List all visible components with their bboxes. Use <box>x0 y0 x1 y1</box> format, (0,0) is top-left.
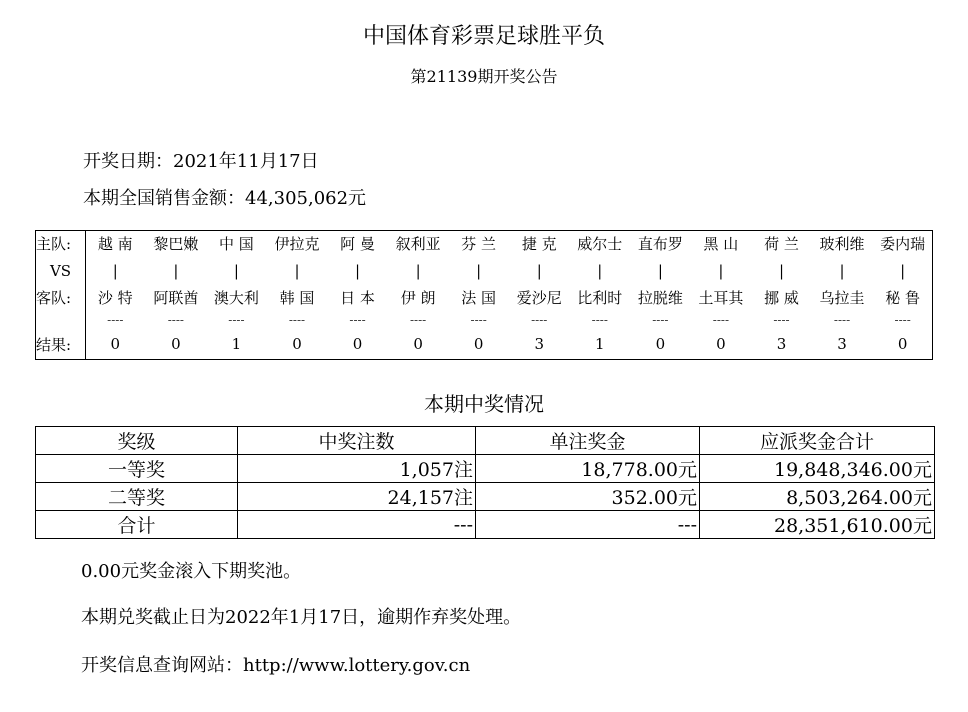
match-vs-mark: | <box>233 261 239 280</box>
dash-row <box>35 311 933 328</box>
match-guest-team: 挪 威 <box>764 289 799 307</box>
sales-amount-value: 44,305,062元 <box>245 188 367 209</box>
match-guest-team: 沙 特 <box>97 289 133 307</box>
prize-row-second <box>36 483 935 511</box>
match-guest-team: 日 本 <box>340 289 375 307</box>
match-vs-mark: | <box>415 261 421 280</box>
match-dash-mark: ---- <box>652 312 669 327</box>
match-guest-team: 拉脱维 <box>637 289 683 307</box>
match-result: 0 <box>413 335 423 353</box>
match-vs-mark: | <box>657 261 663 280</box>
match-vs-mark: | <box>355 261 361 280</box>
match-guest-team: 伊 朗 <box>400 289 436 307</box>
match-host-team: 玻利维 <box>819 235 865 253</box>
issue-subtitle: 第21139期开奖公告 <box>410 67 558 86</box>
dash-spacer <box>35 311 85 328</box>
match-dash-mark: ---- <box>349 312 366 327</box>
match-result: 0 <box>473 335 484 353</box>
prize-row-first <box>36 455 935 483</box>
match-dash-mark: ---- <box>894 312 911 327</box>
match-host-team: 捷 克 <box>521 235 557 253</box>
match-host-team: 黎巴嫩 <box>153 235 199 253</box>
match-vs-mark: | <box>839 261 845 280</box>
match-result: 1 <box>595 335 605 353</box>
prize-section-title: 本期中奖情况 <box>424 392 544 416</box>
vs-row <box>35 257 933 284</box>
match-result: 0 <box>655 335 666 353</box>
prize-total: 19,848,346.00元 <box>700 455 935 483</box>
match-vs-mark: | <box>476 261 482 280</box>
match-dash-mark: ---- <box>833 312 851 327</box>
prize-winners: 1,057注 <box>238 455 476 483</box>
match-guest-team: 韩 国 <box>279 289 315 307</box>
match-guest-team: 乌拉圭 <box>819 289 865 307</box>
matches-label-divider <box>85 230 86 360</box>
match-vs-mark: | <box>778 261 784 280</box>
website-line <box>81 651 470 677</box>
website-link[interactable]: http://www.lottery.gov.cn <box>243 655 471 676</box>
match-vs-mark: | <box>718 261 724 280</box>
prize-table <box>35 426 935 539</box>
prize-level: 合计 <box>36 511 238 539</box>
host-label: 主队: <box>36 235 72 253</box>
match-guest-team: 阿联酋 <box>153 289 199 307</box>
match-dash-mark: ---- <box>167 312 184 327</box>
guest-row <box>35 284 933 311</box>
match-guest-team: 爱沙尼 <box>516 289 562 307</box>
match-result: 1 <box>231 335 242 353</box>
match-host-team: 委内瑞 <box>880 235 926 253</box>
header-total-prize: 应派奖金合计 <box>700 427 935 455</box>
match-result: 3 <box>776 335 787 353</box>
match-dash-mark: ---- <box>531 312 548 327</box>
result-label: 结果: <box>36 335 72 354</box>
match-host-team: 中 国 <box>219 235 254 253</box>
draw-date-value: 2021年11月17日 <box>173 151 319 172</box>
deadline-note: 本期兑奖截止日为2022年1月17日，逾期作弃奖处理。 <box>81 607 522 628</box>
rollover-note: 0.00元奖金滚入下期奖池。 <box>81 561 302 582</box>
website-label: 开奖信息查询网站： <box>81 655 243 676</box>
prize-unit: --- <box>476 511 700 539</box>
match-guest-team: 法 国 <box>461 289 497 307</box>
match-guest-team: 澳大利 <box>213 289 259 307</box>
match-dash-mark: ---- <box>107 312 124 327</box>
result-row <box>35 328 933 360</box>
match-result: 0 <box>716 335 726 353</box>
prize-winners: 24,157注 <box>238 483 476 511</box>
match-host-team: 阿 曼 <box>340 235 375 253</box>
prize-row-sum <box>36 511 935 539</box>
match-vs-mark: | <box>294 261 300 280</box>
prize-total: 8,503,264.00元 <box>700 483 935 511</box>
match-dash-mark: ---- <box>591 312 608 327</box>
match-result: 0 <box>352 335 363 353</box>
prize-level: 二等奖 <box>36 483 238 511</box>
match-host-team: 芬 兰 <box>461 235 497 253</box>
draw-date-label: 开奖日期： <box>83 151 173 172</box>
match-vs-mark: | <box>536 261 542 280</box>
header-winners: 中奖注数 <box>238 427 476 455</box>
match-dash-mark: ---- <box>409 312 427 327</box>
match-dash-mark: ---- <box>712 312 730 327</box>
match-dash-mark: ---- <box>288 312 306 327</box>
match-vs-mark: | <box>173 261 179 280</box>
match-vs-mark: | <box>900 261 906 280</box>
match-result: 3 <box>534 335 544 353</box>
match-host-team: 荷 兰 <box>764 235 799 253</box>
sales-amount-label: 本期全国销售金额： <box>83 188 245 209</box>
match-result: 3 <box>837 335 847 353</box>
draw-date-line <box>83 147 319 173</box>
match-host-team: 黑 山 <box>703 235 739 253</box>
match-vs-mark: | <box>597 261 603 280</box>
match-guest-team: 土耳其 <box>698 289 744 307</box>
match-result: 0 <box>171 335 181 353</box>
prize-table-header <box>36 427 935 455</box>
matches-table <box>35 230 933 360</box>
prize-unit: 352.00元 <box>476 483 700 511</box>
match-host-team: 威尔士 <box>577 235 623 253</box>
match-result: 0 <box>110 335 121 353</box>
match-host-team: 叙利亚 <box>395 235 441 253</box>
match-result: 0 <box>897 335 908 353</box>
guest-label: 客队: <box>36 289 72 307</box>
match-dash-mark: ---- <box>470 312 487 327</box>
prize-total: 28,351,610.00元 <box>700 511 935 539</box>
vs-label: VS <box>49 261 72 280</box>
match-vs-mark: | <box>112 261 118 280</box>
match-host-team: 直布罗 <box>637 235 683 253</box>
match-host-team: 伊拉克 <box>274 235 320 253</box>
sales-amount-line <box>83 184 366 210</box>
match-guest-team: 秘 鲁 <box>885 289 921 307</box>
host-row <box>35 230 933 257</box>
header-unit-prize: 单注奖金 <box>476 427 700 455</box>
match-guest-team: 比利时 <box>577 289 623 307</box>
page-title: 中国体育彩票足球胜平负 <box>362 24 605 49</box>
header-level: 奖级 <box>36 427 238 455</box>
match-host-team: 越 南 <box>97 235 133 253</box>
prize-winners: --- <box>238 511 476 539</box>
prize-level: 一等奖 <box>36 455 238 483</box>
prize-unit: 18,778.00元 <box>476 455 700 483</box>
match-dash-mark: ---- <box>773 312 790 327</box>
match-dash-mark: ---- <box>228 312 245 327</box>
match-result: 0 <box>292 335 302 353</box>
